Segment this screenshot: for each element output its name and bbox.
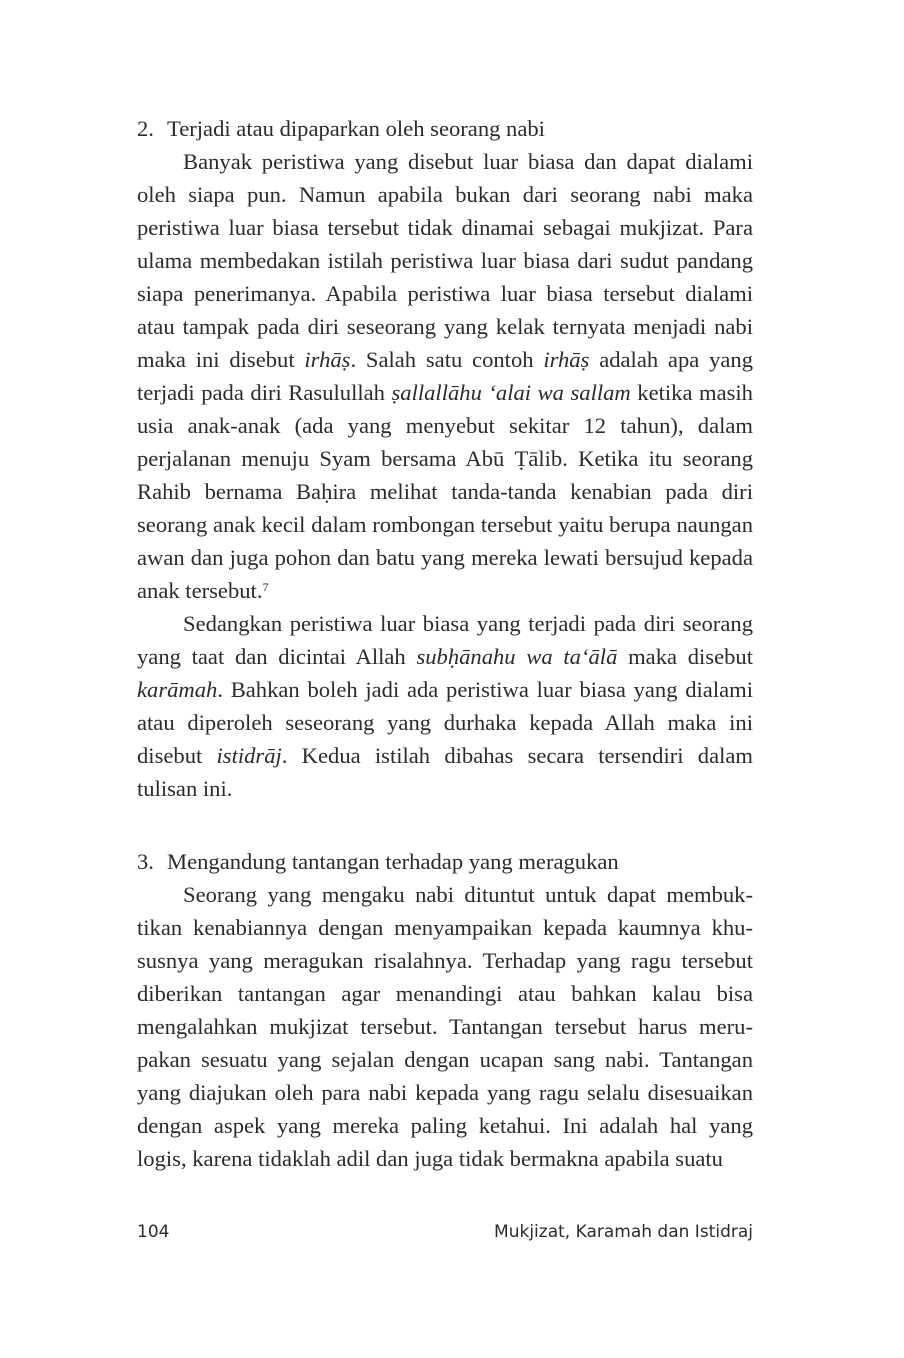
body-text: Sedangkan peristiwa luar biasa yang terjadi pada diri seorang yang taat dan dicintai Allah: [137, 611, 753, 669]
section-2: [137, 112, 753, 805]
section-2-paragraph-2: [137, 607, 753, 805]
body-text: maka disebut: [617, 644, 753, 669]
footnote-marker: 7: [262, 580, 269, 594]
section-2-title: Terjadi atau dipaparkan oleh seorang nabi: [167, 116, 545, 141]
body-text: Banyak peristiwa yang disebut luar biasa dan dapat dialami oleh siapa pun. Namun apabila bukan dari seorang nabi maka peristiwa luar biasa tersebut tidak dinamai sebagai mukjizat. Para ulama membedakan istilah peristiwa luar biasa dari sudut pandang siapa penerimanya. Apabila peristiwa luar biasa tersebut dialami atau tampak pada diri seseorang yang kelak ternyata menjadi nabi maka ini disebut: [137, 149, 753, 372]
section-3-number: 3.: [137, 849, 154, 874]
body-text: . Kedua istilah dibahas secara tersendiri dalam tulisan ini.: [137, 743, 753, 801]
body-text: . Salah satu contoh: [350, 347, 544, 372]
term-subhanahu: subḥānahu wa ta‘ālā: [416, 644, 618, 669]
section-3-paragraph-1: Seorang yang mengaku nabi dituntut untuk dapat membuktikan kenabiannya dengan menyampaikan kepada kaumnya khususnya yang meragukan risalahnya. Terhadap yang ragu tersebut diberikan tantangan agar menandingi atau bahkan kalau bisa mengalahkan mukjizat tersebut. Tantangan tersebut harus merupakan sesuatu yang sejalan dengan ucapan sang nabi. Tantangan yang diajukan oleh para nabi kepada yang ragu selalu disesuaikan dengan aspek yang mereka paling ketahui. Ini adalah hal yang logis, karena tidaklah adil dan juga tidak bermakna apabila suatu: [137, 882, 753, 1171]
term-karamah: karāmah: [137, 677, 218, 702]
body-text: adalah apa yang terjadi pada diri Rasulullah: [137, 347, 753, 405]
section-3-title: Mengandung tantangan terhadap yang meragukan: [167, 849, 619, 874]
section-3-heading: [137, 845, 753, 878]
term-irhas: irhāṣ: [543, 347, 590, 372]
term-irhas: irhāṣ: [304, 347, 351, 372]
section-2-heading: [137, 112, 753, 145]
section-2-number: 2.: [137, 116, 154, 141]
section-2-paragraph-1: [137, 145, 753, 607]
body-text: . Bahkan boleh jadi ada peristiwa luar biasa yang dialami atau diperoleh seseorang yang durhaka kepada Allah maka ini disebut: [137, 677, 753, 768]
page-number: 104: [137, 1222, 170, 1242]
body-text: ketika masih usia anak-anak (ada yang menyebut sekitar 12 tahun), dalam perjalanan menuju Syam bersama Abū Ṭālib. Ketika itu seorang Rahib bernama Baḥira melihat tanda-tanda kenabian pada diri seorang anak kecil dalam rombongan tersebut yaitu berupa naungan awan dan juga pohon dan batu yang mereka lewati bersujud kepada anak tersebut.: [137, 380, 753, 603]
page-footer: [137, 1222, 753, 1246]
term-istidraj: istidrāj: [216, 743, 282, 768]
term-salawat: ṣallallāhu ‘alai wa sallam: [391, 380, 631, 405]
section-3: [137, 845, 753, 1175]
running-title: Mukjizat, Karamah dan Istidraj: [494, 1222, 753, 1242]
